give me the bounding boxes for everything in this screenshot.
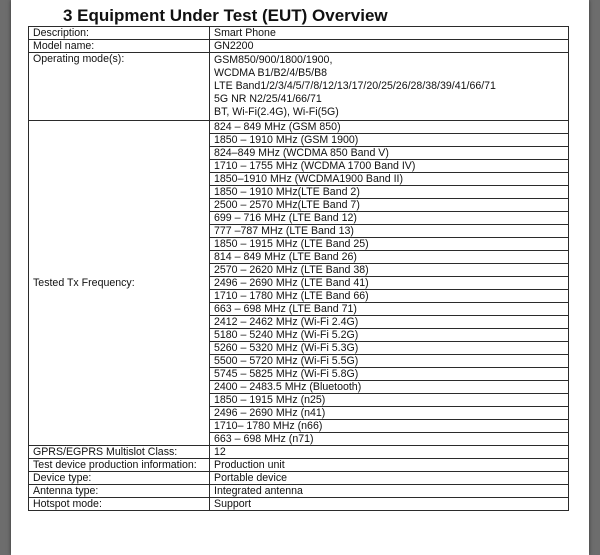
- table-row-production: [29, 459, 569, 472]
- tx-frequency-value: 824 – 849 MHz (GSM 850): [210, 121, 569, 134]
- tx-frequency-value: 1710– 1780 MHz (n66): [210, 420, 569, 433]
- table-row-tx-frequency: [29, 121, 569, 134]
- tx-frequency-value: 2500 – 2570 MHz(LTE Band 7): [210, 199, 569, 212]
- operating-modes-label: Operating mode(s):: [29, 53, 210, 121]
- multislot-label: GPRS/EGPRS Multislot Class:: [29, 446, 210, 459]
- table-row-operating-modes: [29, 53, 569, 121]
- section-title: 3 Equipment Under Test (EUT) Overview: [63, 6, 388, 25]
- operating-mode-line: BT, Wi-Fi(2.4G), Wi-Fi(5G): [214, 106, 339, 118]
- tx-frequency-value: 663 – 698 MHz (n71): [210, 433, 569, 446]
- tx-frequency-value: 2400 – 2483.5 MHz (Bluetooth): [210, 381, 569, 394]
- antenna-value: Integrated antenna: [210, 485, 569, 498]
- model-value: GN2200: [210, 40, 569, 53]
- model-label: Model name:: [29, 40, 210, 53]
- tx-frequency-value: 824–849 MHz (WCDMA 850 Band V): [210, 147, 569, 160]
- tx-frequency-value: 2412 – 2462 MHz (Wi-Fi 2.4G): [210, 316, 569, 329]
- document-page: [11, 0, 589, 555]
- hotspot-value: Support: [210, 498, 569, 511]
- table-row-hotspot: [29, 498, 569, 511]
- operating-mode-line: LTE Band1/2/3/4/5/7/8/12/13/17/20/25/26/28/38/39/41/66/71: [214, 80, 496, 92]
- production-value: Production unit: [210, 459, 569, 472]
- tx-frequency-value: 5260 – 5320 MHz (Wi-Fi 5.3G): [210, 342, 569, 355]
- table-row-multislot: [29, 446, 569, 459]
- device-type-value: Portable device: [210, 472, 569, 485]
- table-row-device-type: [29, 472, 569, 485]
- tx-frequency-label: Tested Tx Frequency:: [29, 121, 210, 446]
- tx-frequency-value: 1850 – 1915 MHz (n25): [210, 394, 569, 407]
- tx-frequency-value: 1710 – 1780 MHz (LTE Band 66): [210, 290, 569, 303]
- operating-mode-line: WCDMA B1/B2/4/B5/B8: [214, 67, 328, 79]
- table-row-antenna: [29, 485, 569, 498]
- tx-frequency-value: 777 –787 MHz (LTE Band 13): [210, 225, 569, 238]
- table-row-description: [29, 27, 569, 40]
- hotspot-label: Hotspot mode:: [29, 498, 210, 511]
- tx-frequency-value: 5500 – 5720 MHz (Wi-Fi 5.5G): [210, 355, 569, 368]
- tx-frequency-value: 663 – 698 MHz (LTE Band 71): [210, 303, 569, 316]
- production-label: Test device production information:: [29, 459, 210, 472]
- device-type-label: Device type:: [29, 472, 210, 485]
- tx-frequency-value: 2496 – 2690 MHz (n41): [210, 407, 569, 420]
- tx-frequency-value: 1850–1910 MHz (WCDMA1900 Band II): [210, 173, 569, 186]
- tx-frequency-value: 5180 – 5240 MHz (Wi-Fi 5.2G): [210, 329, 569, 342]
- eut-overview-table: [28, 26, 569, 511]
- operating-mode-line: 5G NR N2/25/41/66/71: [214, 93, 322, 105]
- description-label: Description:: [29, 27, 210, 40]
- operating-mode-line: GSM850/900/1800/1900,: [214, 54, 333, 66]
- tx-frequency-value: 1850 – 1910 MHz (GSM 1900): [210, 134, 569, 147]
- tx-frequency-value: 1710 – 1755 MHz (WCDMA 1700 Band IV): [210, 160, 569, 173]
- table-row-model: [29, 40, 569, 53]
- tx-frequency-value: 1850 – 1910 MHz(LTE Band 2): [210, 186, 569, 199]
- tx-frequency-value: 814 – 849 MHz (LTE Band 26): [210, 251, 569, 264]
- operating-modes-value: [210, 53, 569, 121]
- tx-frequency-value: 1850 – 1915 MHz (LTE Band 25): [210, 238, 569, 251]
- tx-frequency-value: 2570 – 2620 MHz (LTE Band 38): [210, 264, 569, 277]
- multislot-value: 12: [210, 446, 569, 459]
- tx-frequency-value: 2496 – 2690 MHz (LTE Band 41): [210, 277, 569, 290]
- tx-frequency-value: 699 – 716 MHz (LTE Band 12): [210, 212, 569, 225]
- antenna-label: Antenna type:: [29, 485, 210, 498]
- description-value: Smart Phone: [210, 27, 569, 40]
- tx-frequency-value: 5745 – 5825 MHz (Wi-Fi 5.8G): [210, 368, 569, 381]
